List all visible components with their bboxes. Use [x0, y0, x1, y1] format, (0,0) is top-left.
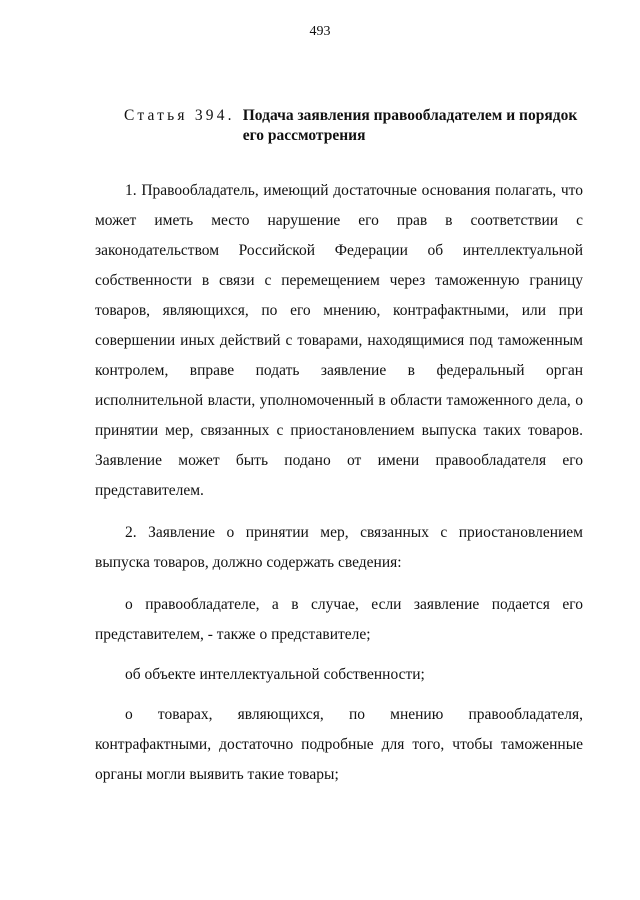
paragraph-goods-info: о товарах, являющихся, по мнению правообладателя, контрафактными, достаточно подробные для того, чтобы таможенные органы могли выявить такие товары; — [95, 706, 583, 783]
paragraph-1: 1. Правообладатель, имеющий достаточные основания полагать, что может иметь место нарушение его прав в соответствии с законодательством Российской Федерации об интеллектуальной собственности в связи с перемещением через таможенную границу товаров, являющихся, по его мнению, контрафактными, или при совершении иных действий с товарами, находящимися под таможенным контролем, вправе подать заявление в федеральный орган исполнительной власти, уполномоченный в области таможенного дела, о принятии мер, связанных с приостановлением выпуска таких товаров. Заявление может быть подано от имени правообладателя его представителем. — [95, 182, 583, 499]
paragraph-rightholder-info: о правообладателе, а в случае, если заявление подается его представителем, - также о представителе; — [95, 596, 583, 643]
article-label: Статья 394. — [124, 107, 235, 124]
paragraph-ip-object-info: об объекте интеллектуальной собственности; — [125, 666, 425, 683]
paragraph-2: 2. Заявление о принятии мер, связанных с приостановлением выпуска товаров, должно содержать сведения: — [95, 524, 583, 571]
page-number: 493 — [309, 24, 331, 39]
article-title: Подача заявления правообладателем и порядок его рассмотрения — [242, 107, 578, 144]
article-body — [95, 176, 583, 802]
article-heading — [124, 106, 594, 146]
